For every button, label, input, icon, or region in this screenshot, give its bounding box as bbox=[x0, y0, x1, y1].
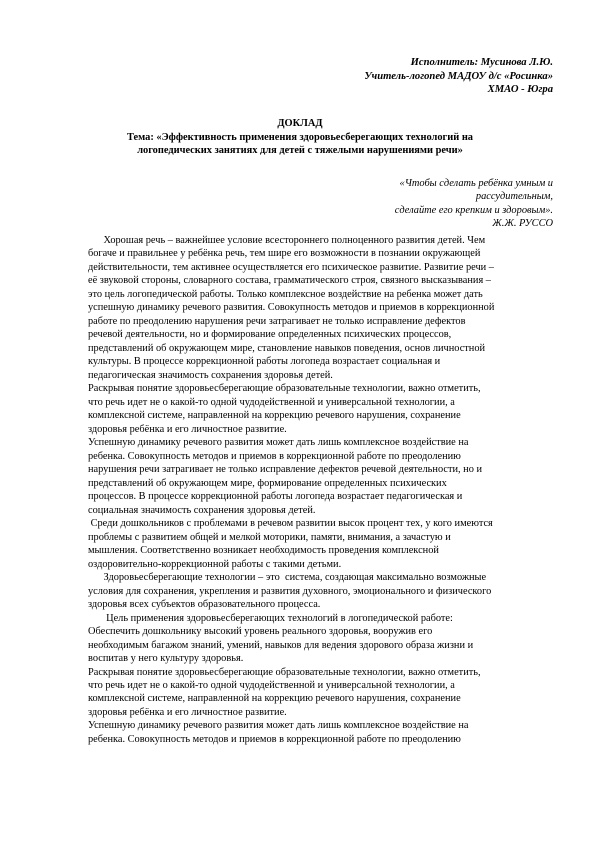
text-line: ребенка. Совокупность методов и приемов в коррекционной работе по преодолению bbox=[88, 733, 461, 745]
text-line: условия для сохранения, укрепления и развития духовного, эмоционального и физического bbox=[88, 585, 492, 597]
author-block bbox=[364, 56, 553, 97]
text-line: это цель логопедической работы. Только комплексное воздействие на ребенка может дать bbox=[88, 288, 483, 300]
paragraph bbox=[88, 382, 538, 436]
text-line: культуры. В процессе коррекционной работы логопеда возрастает социальная и bbox=[88, 356, 441, 368]
text-line: здоровья ребёнка и его личностное развитие. bbox=[88, 423, 287, 435]
paragraph bbox=[88, 612, 538, 666]
text-line: необходимым багажом знаний, умений, навыков для ведения здорового образа жизни и bbox=[88, 639, 474, 651]
text-line: представлений об окружающем мире, становление навыков поведения, основ личностной bbox=[88, 342, 486, 354]
paragraph bbox=[88, 666, 538, 720]
text-line: Хорошая речь – важнейшее условие всестороннего полноценного развития детей. Чем bbox=[88, 235, 486, 246]
title-block bbox=[90, 117, 510, 158]
text-line: комплексной системе, направленной на коррекцию речевого нарушения, сохранение bbox=[88, 693, 461, 705]
epigraph-line-1: «Чтобы сделать ребёнка умным и bbox=[399, 178, 553, 189]
text-line: что речь идет не о какой-то одной чудодейственной и универсальной технологии, а bbox=[88, 396, 455, 408]
text-line: социальная значимость сохранения здоровья детей. bbox=[88, 504, 316, 516]
text-line: здоровья ребёнка и его личностное развитие. bbox=[88, 706, 287, 718]
text-line: нарушения речи затрагивает не только исправление дефектов речевой деятельности, но и bbox=[88, 464, 483, 476]
text-line: воспитав у него культуру здоровья. bbox=[88, 653, 244, 665]
paragraph bbox=[88, 571, 538, 611]
epigraph-author: Ж.Ж. РУССО bbox=[492, 218, 553, 230]
text-line: её звуковой стороны, словарного состава, грамматического строя, связного высказывания – bbox=[88, 275, 491, 287]
text-line: действительности, тем активнее осуществляется его психическое развитие. Развитие речи – bbox=[88, 261, 494, 273]
text-line: богаче и правильнее у ребёнка речь, тем шире его возможности в познании окружающей bbox=[88, 248, 481, 260]
text-line: Раскрывая понятие здоровьесберегающие образовательные технологии, важно отметить, bbox=[88, 666, 481, 678]
text-line: работе по преодолению нарушения речи затрагивает не только исправление дефектов bbox=[88, 315, 466, 327]
text-line: процессов. В процессе коррекционной работы логопеда возрастает педагогическая и bbox=[88, 491, 463, 503]
text-line: речевой деятельности, но и формирование определенных психических процессов, bbox=[88, 329, 452, 341]
epigraph-line-2: рассудительным, bbox=[475, 191, 553, 203]
text-line: мышления. Соответственно возникает необходимость проведения комплексной bbox=[88, 545, 439, 557]
text-line: Успешную динамику речевого развития может дать лишь комплексное воздействие на bbox=[88, 720, 469, 732]
document-type: ДОКЛАД bbox=[277, 118, 323, 129]
author-position: Учитель-логопед МАДОУ д/с «Росинка» bbox=[364, 70, 553, 82]
text-line: педагогическая значимость сохранения здоровья детей. bbox=[88, 369, 333, 381]
paragraph bbox=[88, 517, 538, 571]
text-line: представлений об окружающем мире, формирование определенных психических bbox=[88, 477, 447, 489]
text-line: что речь идет не о какой-то одной чудодейственной и универсальной технологии, а bbox=[88, 679, 455, 691]
paragraph bbox=[88, 719, 538, 746]
text-line: успешную динамику речевого развития. Совокупность методов и приемов в коррекционной bbox=[88, 302, 495, 314]
text-line: Раскрывая понятие здоровьесберегающие образовательные технологии, важно отметить, bbox=[88, 383, 481, 395]
text-line: Цель применения здоровьесберегающих технологий в логопедической работе: bbox=[88, 612, 453, 624]
text-line: Обеспечить дошкольнику высокий уровень реального здоровья, вооружив его bbox=[88, 626, 433, 638]
text-line: проблемы с развитием общей и мелкой моторики, памяти, внимания, а зачастую и bbox=[88, 531, 451, 543]
text-line: здоровья всех субъектов образовательного процесса. bbox=[88, 599, 321, 611]
text-line: Среди дошкольников с проблемами в речевом развитии высок процент тех, у кого имеются bbox=[88, 518, 493, 530]
text-line: ребенка. Совокупность методов и приемов в коррекционной работе по преодолению bbox=[88, 450, 461, 462]
topic-line-2: логопедических занятиях для детей с тяжелыми нарушениями речи» bbox=[137, 145, 463, 156]
epigraph-line-3: сделайте его крепким и здоровым». bbox=[394, 204, 553, 216]
paragraph bbox=[88, 234, 538, 382]
text-line: оздоровительно-коррекционной работы с такими детьми. bbox=[88, 558, 342, 570]
author-region: ХМАО - Югра bbox=[487, 84, 553, 95]
author-name: Исполнитель: Мусинова Л.Ю. bbox=[410, 57, 553, 68]
topic-line-1: Тема: «Эффективность применения здоровьесберегающих технологий на bbox=[127, 131, 473, 143]
epigraph bbox=[333, 177, 553, 231]
text-line: комплексной системе, направленной на коррекцию речевого нарушения, сохранение bbox=[88, 410, 461, 422]
body-text bbox=[88, 234, 538, 746]
text-line: Успешную динамику речевого развития может дать лишь комплексное воздействие на bbox=[88, 437, 469, 449]
paragraph bbox=[88, 436, 538, 517]
text-line: Здоровьесберегающие технологии – это система, создающая максимально возможные bbox=[88, 572, 487, 584]
